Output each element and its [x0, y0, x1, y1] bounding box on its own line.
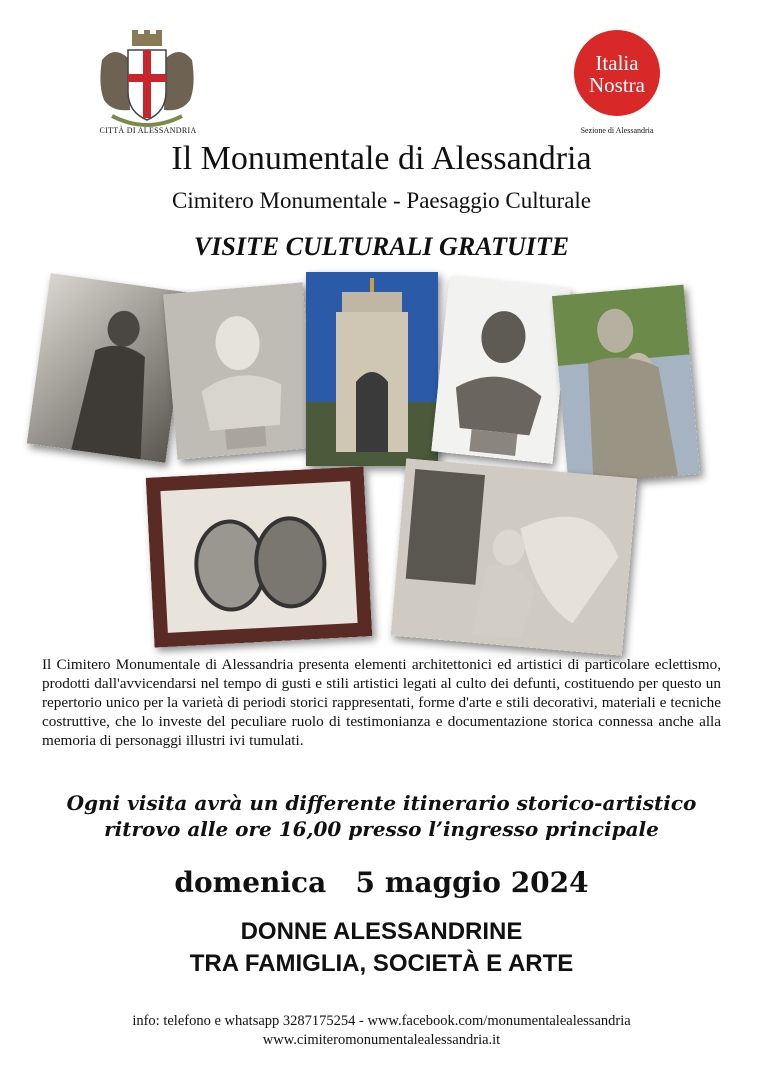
description-paragraph: Il Cimitero Monumentale di Alessandria presenta elementi architettonici ed artistici di particolare eclettismo, prodotti dall'avvicendarsi nel tempo di gusti e stili artistici legati al culto dei defunti, costituendo per questo un repertorio unico per la varietà di periodi storici rappresentati, forme d'arte e stili decorativi, materiali e tecniche costruttive, che lo investe del peculiare ruolo di testimonianza e documentazione storica connessa anche alla memoria di personaggi illustri ivi tumulati. [42, 656, 721, 749]
page-title: Il Monumentale di Alessandria [171, 140, 592, 177]
page-subtitle: Cimitero Monumentale - Paesaggio Culturale [171, 188, 592, 213]
photo-bust-sculpture [163, 282, 317, 460]
coat-of-arms-icon [92, 30, 202, 134]
photo-mother-child-statue [552, 285, 700, 486]
right-logo-caption: Sezione di Alessandria [580, 126, 654, 135]
photo-bronze-bust [431, 276, 571, 464]
photo-angel-sculpture [391, 458, 638, 656]
itinerary-block [0, 790, 763, 842]
italia-nostra-logo [566, 30, 666, 126]
website-link[interactable]: www.cimiteromonumentalealessandria.it [262, 1032, 501, 1048]
photo-portrait-medallion [146, 466, 373, 647]
photo-chapel-building [306, 272, 438, 466]
event-theme [0, 916, 763, 980]
city-coat-of-arms-logo [92, 30, 202, 134]
left-logo-caption: CITTÀ DI ALESSANDRIA [99, 126, 197, 135]
contact-info [0, 1012, 763, 1050]
theme-line-1: DONNE ALESSANDRINE [240, 918, 523, 945]
itinerary-line-2: ritrovo alle ore 16,00 presso l’ingresso principale [104, 817, 659, 841]
itinerary-line-1: Ogni visita avrà un differente itinerario storico-artistico [66, 791, 697, 815]
theme-line-2: TRA FAMIGLIA, SOCIETÀ E ARTE [189, 950, 574, 977]
brand-line-1: Italia [595, 51, 639, 75]
event-date: domenica 5 maggio 2024 [174, 866, 589, 899]
brand-line-2: Nostra [589, 73, 645, 97]
info-line-1: info: telefono e whatsapp 3287175254 - www.facebook.com/monumentalealessandria [132, 1013, 631, 1029]
headline: VISITE CULTURALI GRATUITE [193, 232, 570, 261]
